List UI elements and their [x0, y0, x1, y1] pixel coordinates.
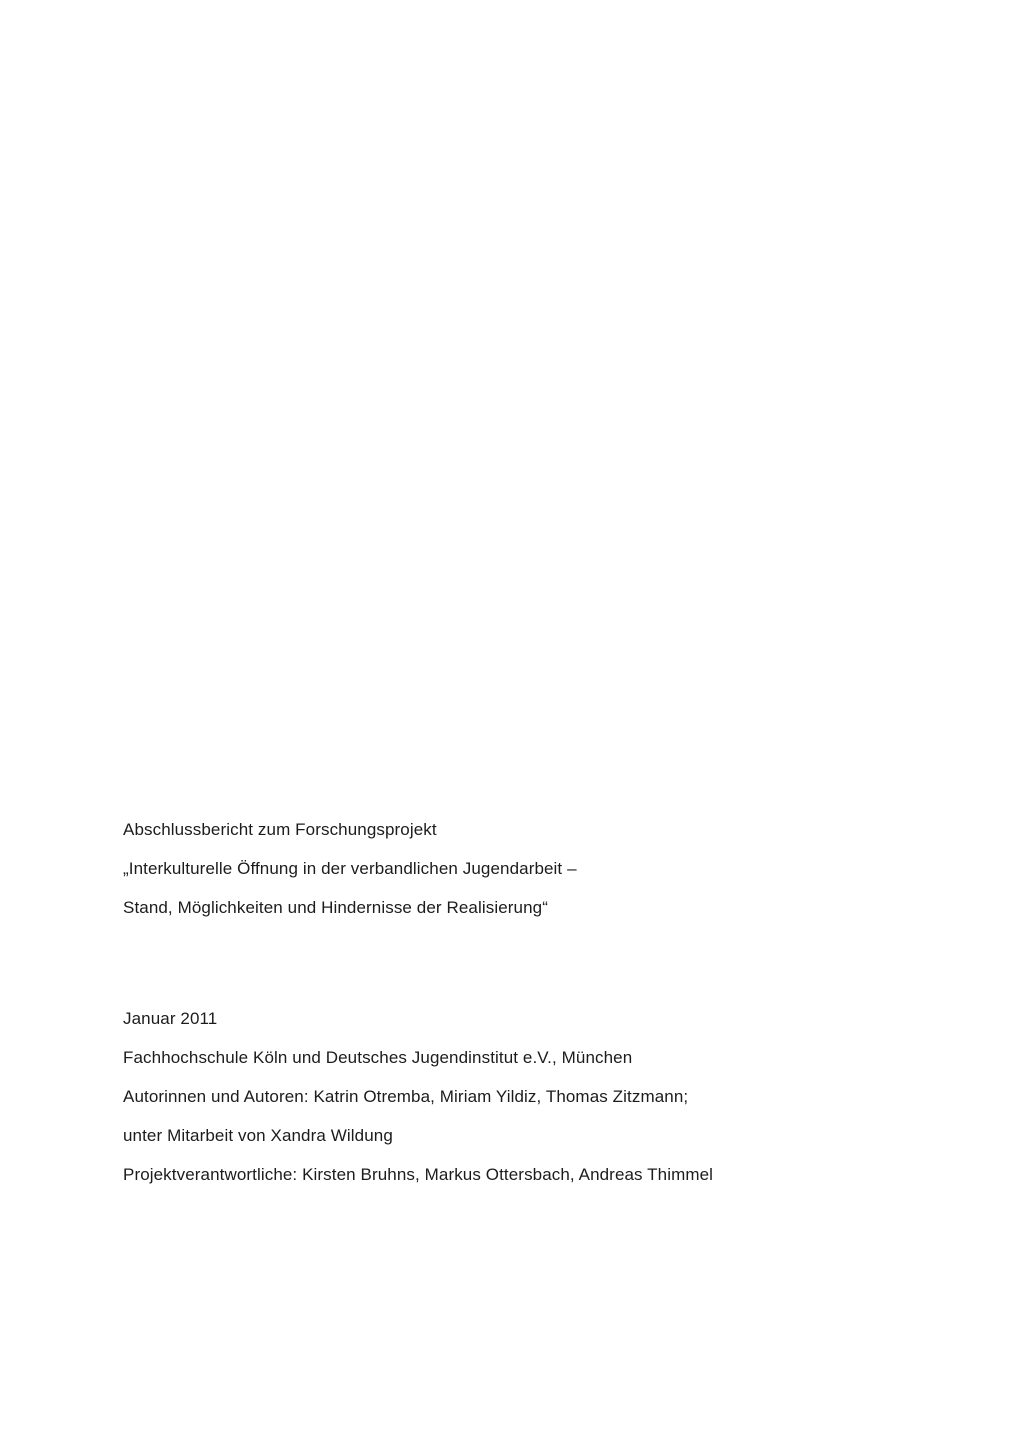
report-title-block — [123, 810, 944, 927]
report-info-block — [123, 999, 944, 1194]
report-collaborator: unter Mitarbeit von Xandra Wildung — [123, 1126, 393, 1145]
report-authors: Autorinnen und Autoren: Katrin Otremba, Miriam Yildiz, Thomas Zitzmann; — [123, 1087, 689, 1106]
report-date: Januar 2011 — [123, 1009, 218, 1028]
report-institutions: Fachhochschule Köln und Deutsches Jugendinstitut e.V., München — [123, 1048, 633, 1067]
report-title-line-2: Stand, Möglichkeiten und Hindernisse der Realisierung“ — [123, 898, 548, 917]
report-title-line-1: „Interkulturelle Öffnung in der verbandlichen Jugendarbeit – — [123, 859, 577, 878]
report-heading: Abschlussbericht zum Forschungsprojekt — [123, 820, 437, 839]
report-project-leads: Projektverantwortliche: Kirsten Bruhns, Markus Ottersbach, Andreas Thimmel — [123, 1165, 714, 1184]
